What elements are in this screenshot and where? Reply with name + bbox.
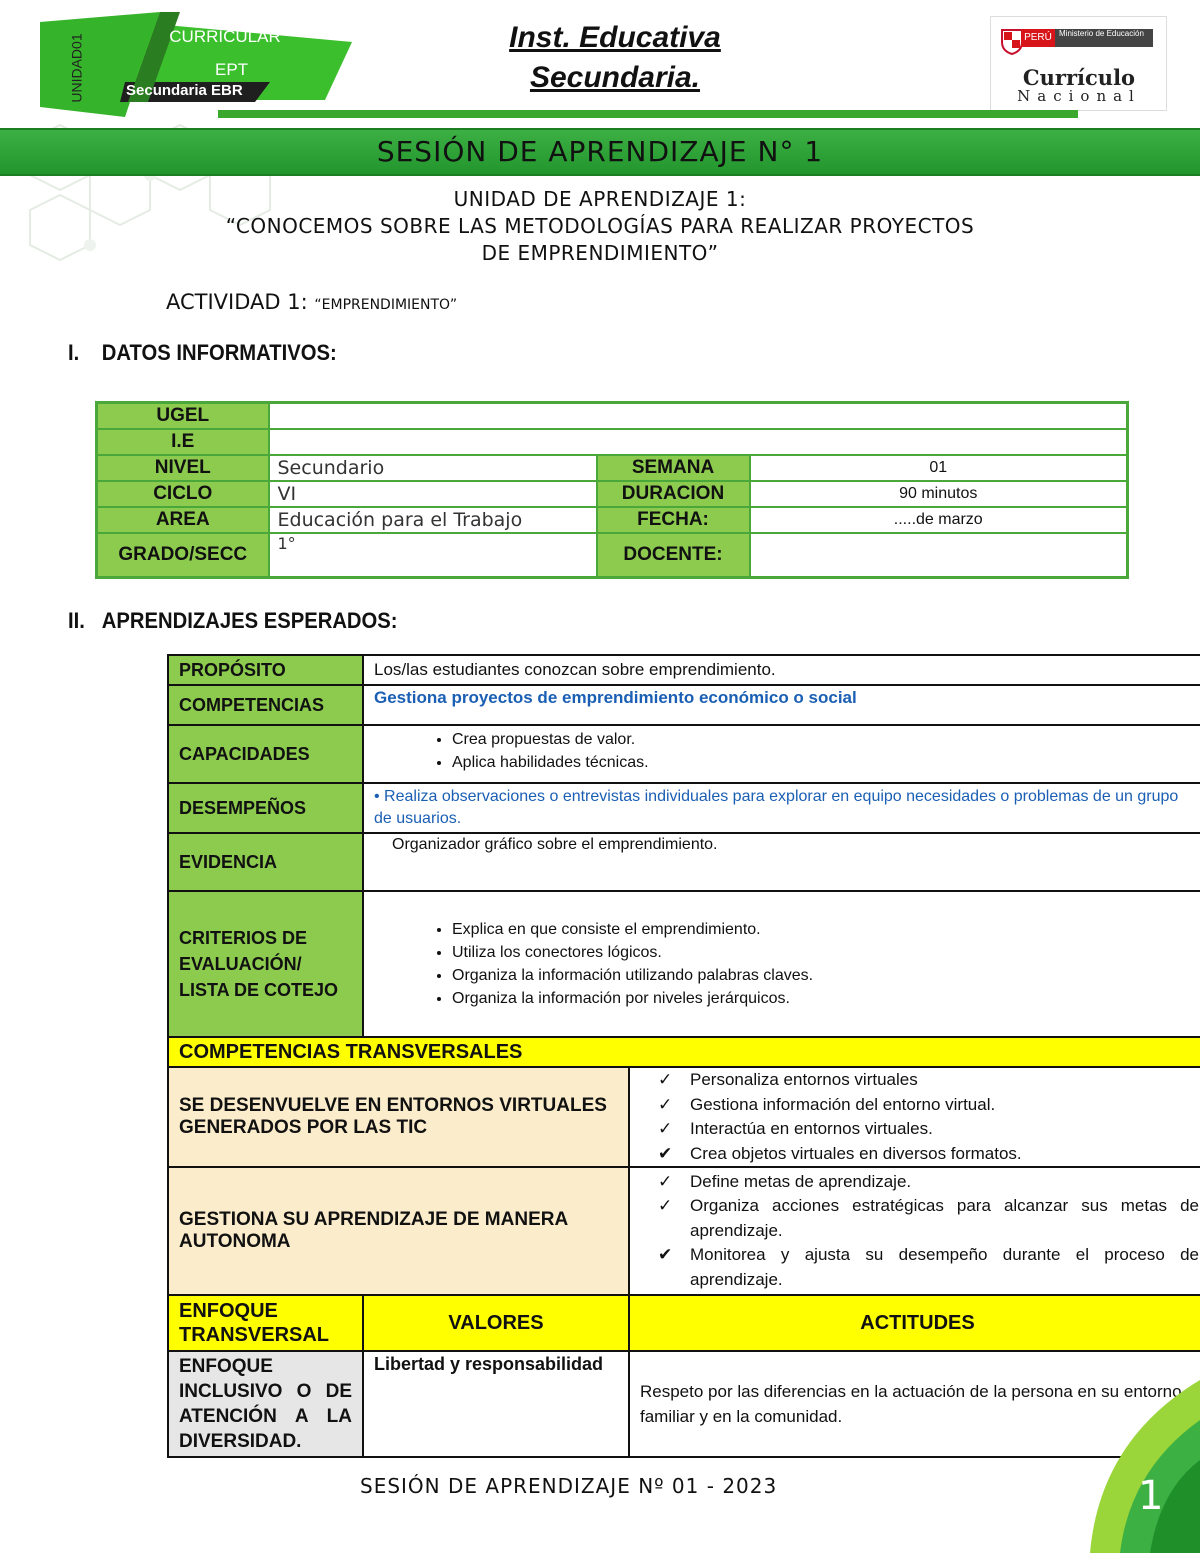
tic-item: ✓ Personaliza entornos virtuales bbox=[658, 1068, 1200, 1093]
autonomo-competence-label: GESTIONA SU APRENDIZAJE DE MANERA AUTONOMA bbox=[168, 1167, 629, 1295]
ugel-value bbox=[269, 403, 1128, 430]
tic-items-cell bbox=[629, 1067, 1200, 1167]
duracion-value: 90 minutos bbox=[750, 481, 1128, 507]
criterios-label: CRITERIOS DE EVALUACIÓN/ LISTA DE COTEJO bbox=[168, 891, 363, 1037]
criterio-item: • Organiza la información por niveles jerárquicos. bbox=[452, 987, 1195, 1010]
unit-title-line2: “CONOCEMOS SOBRE LAS METODOLOGÍAS PARA REALIZAR PROYECTOS bbox=[225, 214, 975, 238]
competencias-value: Gestiona proyectos de emprendimiento económico o social bbox=[363, 685, 1200, 725]
school-name-line2: Secundaria. bbox=[529, 61, 701, 94]
autonomo-item: ✔ Monitorea y ajusta su desempeño durante el proceso de aprendizaje. bbox=[658, 1245, 1199, 1289]
unit-title-line1: UNIDAD DE APRENDIZAJE 1: bbox=[453, 187, 747, 211]
tic-item: ✔ Crea objetos virtuales en diversos formatos. bbox=[658, 1142, 1200, 1167]
ie-label: I.E bbox=[97, 429, 269, 455]
ie-value bbox=[269, 429, 1128, 455]
fecha-value: .....de marzo bbox=[750, 507, 1128, 533]
bullet-icon: • bbox=[374, 788, 385, 805]
corner-wave-decoration bbox=[1060, 1380, 1200, 1553]
desempenos-cell bbox=[363, 783, 1200, 833]
logo-title: Currículo bbox=[1022, 65, 1136, 90]
area-label: AREA bbox=[97, 507, 269, 533]
semana-value: 01 bbox=[750, 455, 1128, 481]
semana-label: SEMANA bbox=[597, 455, 750, 481]
capacidad-item: • Crea propuestas de valor. bbox=[452, 728, 1195, 751]
desempenos-label: DESEMPEÑOS bbox=[168, 783, 363, 833]
docente-label: DOCENTE: bbox=[597, 533, 750, 577]
check-icon: ✓ bbox=[658, 1070, 673, 1089]
enfoque-header: ENFOQUE TRANSVERSAL bbox=[168, 1295, 363, 1351]
area-curricular-label: ÁREA CURRICULAR bbox=[169, 9, 281, 46]
capacidades-label: CAPACIDADES bbox=[168, 725, 363, 783]
ciclo-value: VI bbox=[269, 481, 597, 507]
activity-label: ACTIVIDAD 1: bbox=[166, 290, 308, 314]
competencias-label: COMPETENCIAS bbox=[168, 685, 363, 725]
autonomo-items-cell bbox=[629, 1167, 1200, 1295]
criterio-item: • Organiza la información utilizando palabras claves. bbox=[452, 964, 1195, 987]
logo-ministry: Ministerio de Educación bbox=[1055, 29, 1153, 47]
grado-value: 1° bbox=[269, 533, 597, 577]
enfoque-value: ENFOQUE INCLUSIVO O DE ATENCIÓN A LA DIVERSIDAD. bbox=[168, 1351, 363, 1457]
curriculo-nacional-logo bbox=[990, 16, 1167, 111]
valores-header: VALORES bbox=[363, 1295, 629, 1351]
check-icon: ✔ bbox=[658, 1143, 673, 1163]
criterio-item: • Explica en que consiste el emprendimiento. bbox=[452, 918, 1195, 941]
school-name-line1: Inst. Educativa bbox=[509, 21, 721, 54]
activity-title bbox=[166, 290, 457, 314]
session-title: SESIÓN DE APRENDIZAJE N° 1 bbox=[0, 128, 1200, 176]
check-icon: ✔ bbox=[658, 1245, 673, 1265]
proposito-label: PROPÓSITO bbox=[168, 655, 363, 685]
school-name bbox=[430, 18, 800, 98]
proposito-value: Los/las estudiantes conozcan sobre emprendimiento. bbox=[363, 655, 1200, 685]
footer-text: SESIÓN DE APRENDIZAJE Nº 01 - 2023 bbox=[360, 1474, 778, 1498]
unit-title bbox=[100, 186, 1100, 267]
check-icon: ✓ bbox=[658, 1094, 673, 1114]
tic-competence-label: SE DESENVUELVE EN ENTORNOS VIRTUALES GENERADOS POR LAS TIC bbox=[168, 1067, 629, 1167]
criterio-item: • Utiliza los conectores lógicos. bbox=[452, 941, 1195, 964]
fecha-label: FECHA: bbox=[597, 507, 750, 533]
docente-value bbox=[750, 533, 1128, 577]
actitudes-header: ACTITUDES bbox=[629, 1295, 1200, 1351]
evidencia-value: Organizador gráfico sobre el emprendimiento. bbox=[363, 833, 1200, 891]
unit-tag: UNIDAD01 bbox=[68, 33, 85, 103]
learning-table bbox=[167, 654, 1200, 1458]
unit-title-line3: DE EMPRENDIMIENTO” bbox=[481, 241, 719, 265]
info-table bbox=[95, 401, 1129, 579]
check-icon: ✓ bbox=[658, 1171, 673, 1191]
tic-item: ✓ Interactúa en entornos virtuales. bbox=[658, 1117, 1200, 1142]
desempenos-value: Realiza observaciones o entrevistas individuales para explorar en equipo necesidades o problemas de un grupo de usuarios. bbox=[374, 788, 1179, 827]
grado-label: GRADO/SECC bbox=[97, 533, 269, 577]
criterios-list bbox=[363, 891, 1200, 1037]
autonomo-item: ✓ Define metas de aprendizaje. bbox=[658, 1170, 1199, 1195]
area-value: Educación para el Trabajo bbox=[269, 507, 597, 533]
logo-subtitle: Nacional bbox=[1017, 87, 1141, 105]
capacidades-list bbox=[363, 725, 1200, 783]
section-heading-1: I. DATOS INFORMATIVOS: bbox=[68, 340, 337, 365]
valores-value: Libertad y responsabilidad bbox=[363, 1351, 629, 1457]
evidencia-label: EVIDENCIA bbox=[168, 833, 363, 891]
capacidad-item: • Aplica habilidades técnicas. bbox=[452, 751, 1195, 774]
check-icon: ✓ bbox=[658, 1119, 673, 1138]
ciclo-label: CICLO bbox=[97, 481, 269, 507]
nivel-label: NIVEL bbox=[97, 455, 269, 481]
competencias-transversales-header: COMPETENCIAS TRANSVERSALES bbox=[168, 1037, 1200, 1067]
autonomo-item: ✓ Organiza acciones estratégicas para alcanzar sus metas de aprendizaje. bbox=[658, 1196, 1199, 1240]
check-icon: ✓ bbox=[658, 1196, 673, 1216]
activity-value: “EMPRENDIMIENTO” bbox=[314, 297, 458, 313]
duracion-label: DURACION bbox=[597, 481, 750, 507]
section-heading-2: II. APRENDIZAJES ESPERADOS: bbox=[68, 608, 398, 633]
area-value: EPT bbox=[215, 60, 249, 79]
level-label: Secundaria EBR bbox=[126, 82, 243, 99]
tic-item: ✓ Gestiona información del entorno virtual. bbox=[658, 1093, 1200, 1118]
nivel-value: Secundario bbox=[269, 455, 597, 481]
page-number: 1 bbox=[1138, 1473, 1164, 1519]
actitudes-value: Respeto por las diferencias en la actuación de la persona en su entorno familiar y en la comunidad. bbox=[629, 1351, 1200, 1457]
ugel-label: UGEL bbox=[97, 403, 269, 430]
header-divider bbox=[218, 110, 1078, 118]
logo-country: PERÚ bbox=[1021, 29, 1055, 47]
